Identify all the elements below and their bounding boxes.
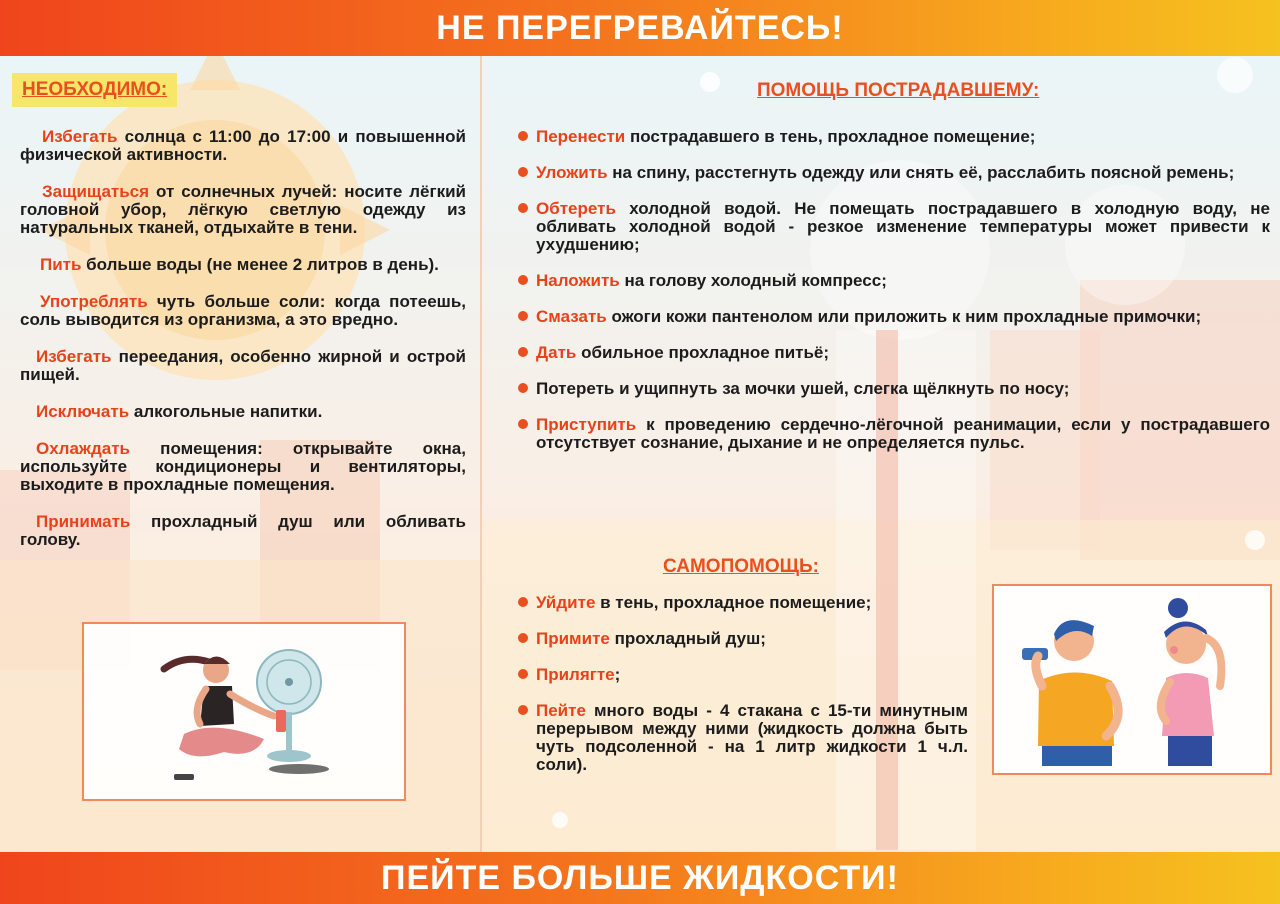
help-item: [518, 272, 1270, 290]
necessary-list: [20, 128, 466, 568]
people-drawing: [994, 586, 1270, 773]
column-divider: [480, 56, 482, 852]
bullet-icon: [518, 633, 528, 643]
item-keyword: Уложить: [536, 163, 608, 182]
item-text: в тень, прохладное помещение;: [595, 593, 872, 612]
item-keyword: Избегать: [42, 127, 118, 146]
bullet-icon: [518, 669, 528, 679]
item-text: от солнечных лучей: носите лёгкий головной убор, лёгкую светлую одежду из натуральных тканей, отдыхайте в тени.: [20, 182, 466, 237]
self-help-heading: САМОПОМОЩЬ:: [663, 556, 819, 577]
header-banner: [0, 0, 1280, 56]
item-text: солнца с 11:00 до 17:00 и повышенной физической активности.: [20, 127, 466, 164]
bullet-icon: [518, 311, 528, 321]
page-title: НЕ ПЕРЕГРЕВАЙТЕСЬ!: [436, 8, 844, 47]
item-keyword: Уйдите: [536, 593, 596, 612]
help-item: [518, 200, 1270, 254]
help-item: [518, 380, 1270, 398]
people-drinking-illustration: [992, 584, 1272, 775]
item-text: помещения: открывайте окна, используйте кондиционеры и вентиляторы, выходите в прохладные помещения.: [20, 439, 466, 494]
item-text: на спину, расстегнуть одежду или снять её, расслабить поясной ремень;: [607, 163, 1235, 182]
item-keyword: Пейте: [536, 701, 586, 720]
footer-banner: [0, 852, 1280, 904]
item-text: Потереть и ущипнуть за мочки ушей, слегка щёлкнуть по носу;: [536, 379, 1070, 398]
self-help-list: [518, 594, 968, 792]
self-help-item: [518, 702, 968, 774]
item-keyword: Защищаться: [42, 182, 150, 201]
item-text: ожоги кожи пантенолом или приложить к ним прохладные примочки;: [606, 307, 1202, 326]
item-text: переедания, особенно жирной и острой пищей.: [20, 347, 466, 384]
item-keyword: Охлаждать: [36, 439, 131, 458]
item-text: чуть больше соли: когда потеешь, соль выводится из организма, а это вредно.: [20, 292, 466, 329]
necessary-item: [20, 128, 466, 164]
item-keyword: Прилягте: [536, 665, 615, 684]
help-list: [518, 128, 1270, 470]
necessary-item: [20, 256, 466, 274]
help-item: [518, 416, 1270, 452]
necessary-item: [20, 513, 466, 549]
necessary-item: [20, 348, 466, 384]
item-text: на голову холодный компресс;: [619, 271, 887, 290]
item-keyword: Пить: [40, 255, 82, 274]
necessary-heading: НЕОБХОДИМО:: [12, 73, 177, 107]
bullet-icon: [518, 275, 528, 285]
item-text: много воды - 4 стакана с 15-ти минутным перерывом между ними (жидкость должна быть чуть подсоленной - на 1 литр жидкости 1 ч.л. соли).: [536, 701, 968, 774]
bullet-icon: [518, 597, 528, 607]
item-keyword: Избегать: [36, 347, 112, 366]
help-item: [518, 308, 1270, 326]
fan-girl-drawing: [84, 624, 404, 799]
item-keyword: Приступить: [536, 415, 637, 434]
item-text: обильное прохладное питьё;: [576, 343, 830, 362]
bullet-icon: [518, 131, 528, 141]
item-text: пострадавшего в тень, прохладное помещение;: [625, 127, 1036, 146]
item-keyword: Употреблять: [40, 292, 148, 311]
help-item: [518, 344, 1270, 362]
item-text: холодной водой. Не помещать пострадавшего в холодную воду, не обливать холодной водой - резкое изменение температуры может привести к ухудшению;: [536, 199, 1270, 254]
item-text: алкогольные напитки.: [129, 402, 323, 421]
self-help-item: [518, 594, 968, 612]
item-text: больше воды (не менее 2 литров в день).: [81, 255, 439, 274]
bullet-icon: [518, 203, 528, 213]
help-heading: ПОМОЩЬ ПОСТРАДАВШЕМУ:: [757, 80, 1040, 101]
necessary-item: [20, 183, 466, 237]
bullet-icon: [518, 705, 528, 715]
necessary-item: [20, 293, 466, 329]
item-keyword: Наложить: [536, 271, 620, 290]
item-text: прохладный душ или обливать голову.: [20, 512, 466, 549]
item-text: прохладный душ;: [609, 629, 766, 648]
necessary-item: [20, 403, 466, 421]
item-keyword: Дать: [536, 343, 577, 362]
item-keyword: Примите: [536, 629, 610, 648]
item-keyword: Обтереть: [536, 199, 616, 218]
item-keyword: Перенести: [536, 127, 626, 146]
self-help-item: [518, 666, 968, 684]
item-text: к проведению сердечно-лёгочной реанимации, если у пострадавшего отсутствует сознание, дыхание и не определяется пульс.: [536, 415, 1270, 452]
footer-title: ПЕЙТЕ БОЛЬШЕ ЖИДКОСТИ!: [381, 858, 899, 897]
item-keyword: Смазать: [536, 307, 607, 326]
item-keyword: Принимать: [36, 512, 131, 531]
item-keyword: Исключать: [36, 402, 130, 421]
bullet-icon: [518, 383, 528, 393]
self-help-item: [518, 630, 968, 648]
item-text: ;: [614, 665, 621, 684]
help-item: [518, 128, 1270, 146]
help-item: [518, 164, 1270, 182]
bullet-icon: [518, 347, 528, 357]
bullet-icon: [518, 419, 528, 429]
girl-with-fan-illustration: [82, 622, 406, 801]
necessary-item: [20, 440, 466, 494]
bullet-icon: [518, 167, 528, 177]
